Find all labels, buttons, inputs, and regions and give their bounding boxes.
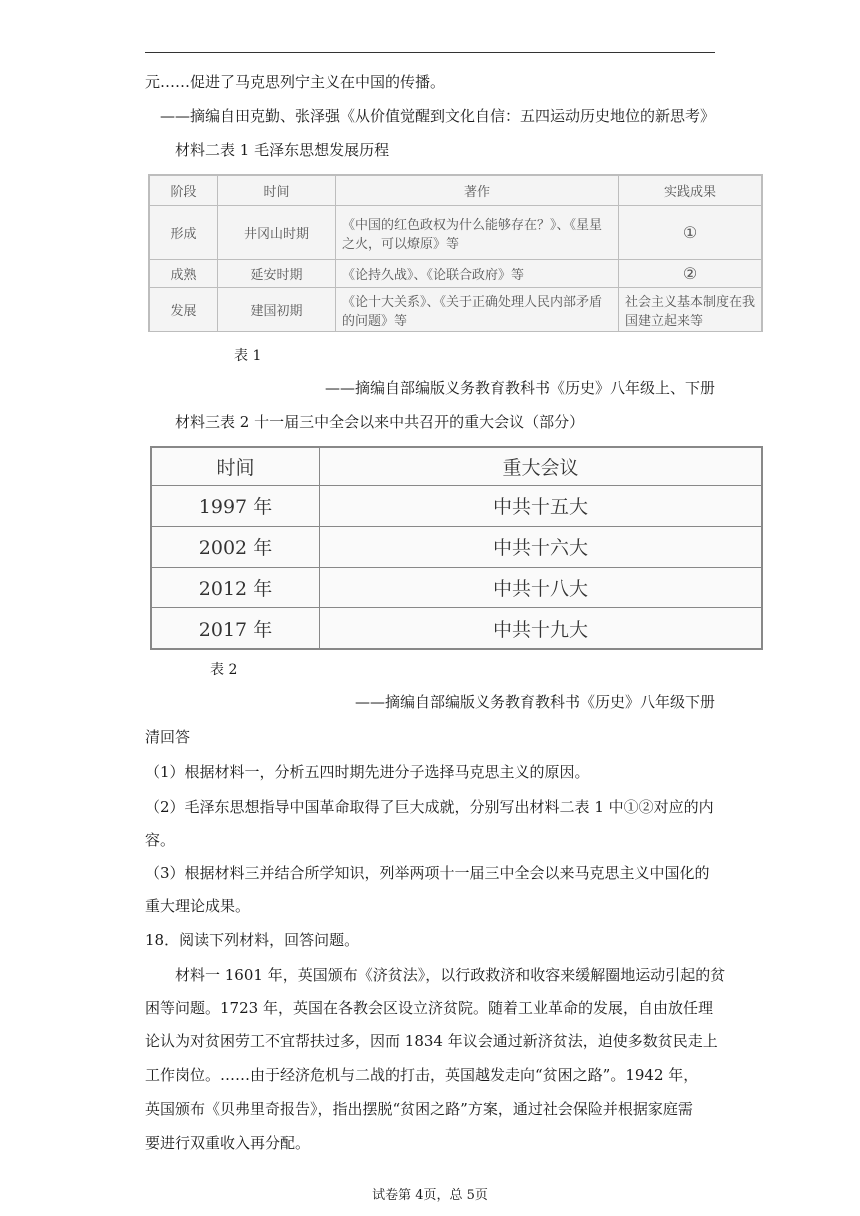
paragraph-line: 材料一 1601 年，英国颁布《济贫法》，以行政救济和收容来缓解圈地运动引起的贫 <box>175 966 726 984</box>
table-cell: 成熟 <box>150 260 218 288</box>
table-cell: 发展 <box>150 288 218 332</box>
paragraph-line: 英国颁布《贝弗里奇报告》，指出摆脱“贫困之路”方案，通过社会保险并根据家庭需 <box>145 1100 693 1118</box>
table-cell: 中共十五大 <box>320 486 762 527</box>
table-cell: 《中国的红色政权为什么能够存在？》、《星星之火，可以燎原》等 <box>336 206 619 260</box>
table-header-cell: 著作 <box>336 176 619 206</box>
table-header-cell: 实践成果 <box>619 176 762 206</box>
paragraph-line: 工作岗位。……由于经济危机与二战的打击，英国越发走向“贫困之路”。1942 年， <box>145 1066 699 1084</box>
table-caption: 表 2 <box>210 662 238 678</box>
material-heading: 材料二表 1 毛泽东思想发展历程 <box>175 141 390 159</box>
question-3: （3）根据材料三并结合所学知识，列举两项十一届三中全会以来马克思主义中国化的 <box>145 864 710 882</box>
source-citation: ——摘编自部编版义务教育教科书《历史》八年级下册 <box>354 693 715 711</box>
table-cell: 《论十大关系》、《关于正确处理人民内部矛盾的问题》等 <box>336 288 619 332</box>
table-caption: 表 1 <box>234 348 262 364</box>
table-cell: 《论持久战》、《论联合政府》等 <box>336 260 619 288</box>
table-header-cell: 时间 <box>152 448 320 486</box>
table-cell: 建国初期 <box>218 288 336 332</box>
material-heading: 材料三表 2 十一届三中全会以来中共召开的重大会议（部分） <box>175 413 585 431</box>
table-header-cell: 重大会议 <box>320 448 762 486</box>
table-cell: 延安时期 <box>218 260 336 288</box>
table-row <box>150 206 762 260</box>
paragraph-line: 论认为对贫困劳工不宜帮扶过多，因而 1834 年议会通过新济贫法，迫使多数贫民走上 <box>145 1032 718 1050</box>
table-cell: ② <box>619 260 762 288</box>
paragraph-line: 困等问题。1723 年，英国在各教会区设立济贫院。随着工业革命的发展，自由放任理 <box>145 999 713 1017</box>
table-row <box>152 526 762 567</box>
question-1: （1）根据材料一，分析五四时期先进分子选择马克思主义的原因。 <box>145 763 590 781</box>
question-2-cont: 容。 <box>145 831 176 849</box>
table-cell: 1997 年 <box>152 486 320 527</box>
table-row <box>152 608 762 649</box>
table-header-cell: 阶段 <box>150 176 218 206</box>
source-citation: ——摘编自田克勤、张泽强《从价值觉醒到文化自信：五四运动历史地位的新思考》 <box>159 107 715 125</box>
paragraph-line: 要进行双重收入再分配。 <box>145 1134 311 1152</box>
table-header-row <box>150 176 762 206</box>
text-line: 元……促进了马克思列宁主义在中国的传播。 <box>145 73 446 91</box>
table-2 <box>150 446 763 650</box>
table-row <box>150 288 762 332</box>
table-cell: ① <box>619 206 762 260</box>
table-header-cell: 时间 <box>218 176 336 206</box>
table-header-row <box>152 448 762 486</box>
table-row <box>152 486 762 527</box>
table-cell: 2002 年 <box>152 526 320 567</box>
table-row <box>152 567 762 608</box>
table-1 <box>148 174 763 332</box>
table-cell: 井冈山时期 <box>218 206 336 260</box>
table-cell: 2017 年 <box>152 608 320 649</box>
table-cell: 形成 <box>150 206 218 260</box>
page-footer: 试卷第 4页，总 5页 <box>372 1188 488 1203</box>
question-3-cont: 重大理论成果。 <box>145 897 251 915</box>
table-cell: 中共十六大 <box>320 526 762 567</box>
table-cell: 中共十九大 <box>320 608 762 649</box>
source-citation: ——摘编自部编版义务教育教科书《历史》八年级上、下册 <box>324 379 715 397</box>
question-18-heading: 18．阅读下列材料，回答问题。 <box>145 931 360 949</box>
table-cell: 社会主义基本制度在我国建立起来等 <box>619 288 762 332</box>
question-intro: 清回答 <box>145 728 191 746</box>
header-rule <box>145 52 715 53</box>
question-2: （2）毛泽东思想指导中国革命取得了巨大成就，分别写出材料二表 1 中①②对应的内 <box>145 798 714 816</box>
table-row <box>150 260 762 288</box>
table-cell: 2012 年 <box>152 567 320 608</box>
table-cell: 中共十八大 <box>320 567 762 608</box>
